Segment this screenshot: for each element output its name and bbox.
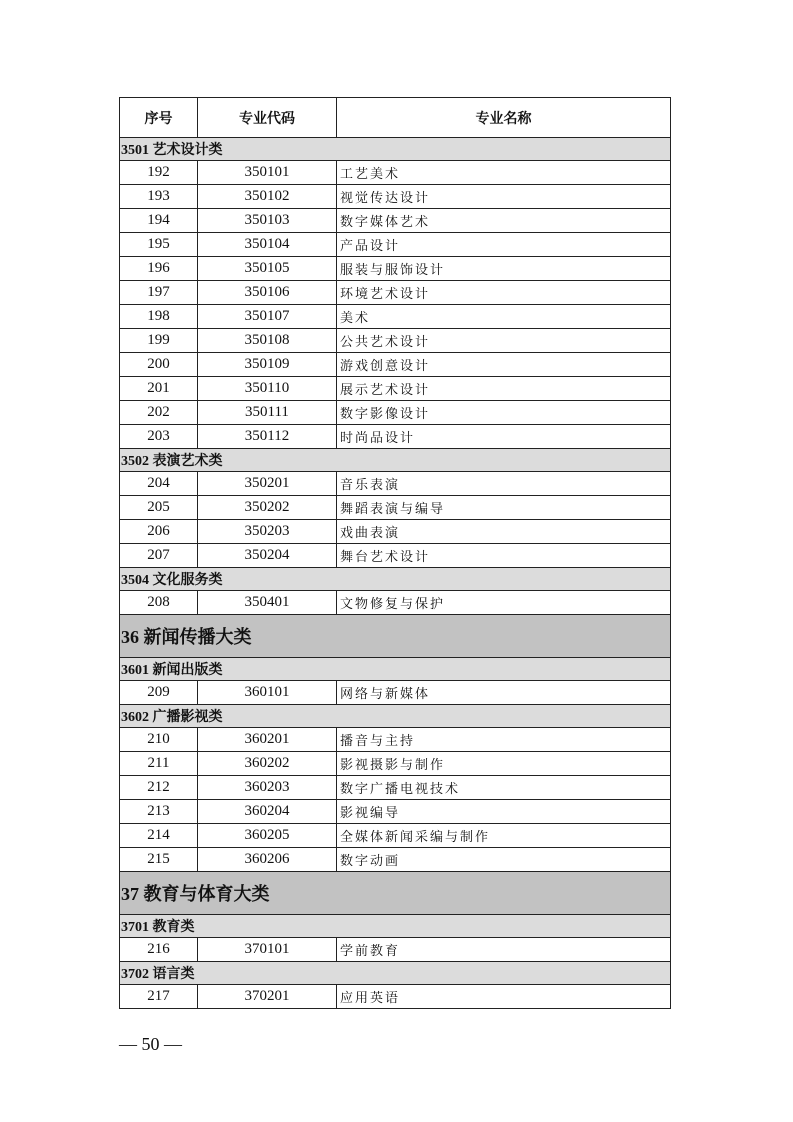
row-number: 196 (120, 257, 198, 281)
table-row (120, 281, 671, 305)
category-label: 3502 表演艺术类 (120, 449, 671, 472)
table-row (120, 353, 671, 377)
major-name: 学前教育 (337, 938, 671, 962)
header-no: 序号 (120, 98, 198, 138)
table-row (120, 776, 671, 800)
major-name: 工艺美术 (337, 161, 671, 185)
page-number: — 50 — (119, 1034, 182, 1054)
table-row (120, 329, 671, 353)
table-row (120, 401, 671, 425)
subcategory-row (120, 449, 671, 472)
row-number: 203 (120, 425, 198, 449)
table-row (120, 728, 671, 752)
table-header (120, 98, 671, 138)
category-label: 3702 语言类 (120, 962, 671, 985)
major-name: 舞台艺术设计 (337, 544, 671, 568)
row-number: 207 (120, 544, 198, 568)
subcategory-row (120, 705, 671, 728)
major-category-row (120, 872, 671, 915)
major-name: 音乐表演 (337, 472, 671, 496)
major-code: 350111 (198, 401, 337, 425)
row-number: 216 (120, 938, 198, 962)
subcategory-row (120, 962, 671, 985)
row-number: 195 (120, 233, 198, 257)
table-row (120, 824, 671, 848)
category-label: 36 新闻传播大类 (120, 615, 671, 658)
major-name: 产品设计 (337, 233, 671, 257)
category-label: 3602 广播影视类 (120, 705, 671, 728)
row-number: 192 (120, 161, 198, 185)
row-number: 200 (120, 353, 198, 377)
major-name: 全媒体新闻采编与制作 (337, 824, 671, 848)
major-code: 350102 (198, 185, 337, 209)
row-number: 214 (120, 824, 198, 848)
row-number: 217 (120, 985, 198, 1009)
row-number: 206 (120, 520, 198, 544)
subcategory-row (120, 915, 671, 938)
row-number: 208 (120, 591, 198, 615)
category-label: 3504 文化服务类 (120, 568, 671, 591)
category-label: 3701 教育类 (120, 915, 671, 938)
table-row (120, 800, 671, 824)
major-name: 公共艺术设计 (337, 329, 671, 353)
major-code: 360201 (198, 728, 337, 752)
table-row (120, 985, 671, 1009)
major-code: 360202 (198, 752, 337, 776)
major-name: 游戏创意设计 (337, 353, 671, 377)
row-number: 199 (120, 329, 198, 353)
major-code: 350103 (198, 209, 337, 233)
major-code: 350201 (198, 472, 337, 496)
table-row (120, 472, 671, 496)
subcategory-row (120, 568, 671, 591)
major-name: 数字影像设计 (337, 401, 671, 425)
major-category-row (120, 615, 671, 658)
category-label: 37 教育与体育大类 (120, 872, 671, 915)
major-code: 350104 (198, 233, 337, 257)
major-name: 环境艺术设计 (337, 281, 671, 305)
major-name: 播音与主持 (337, 728, 671, 752)
row-number: 210 (120, 728, 198, 752)
table-row (120, 161, 671, 185)
major-name: 应用英语 (337, 985, 671, 1009)
table-row (120, 425, 671, 449)
row-number: 205 (120, 496, 198, 520)
row-number: 194 (120, 209, 198, 233)
table-row (120, 257, 671, 281)
major-code: 350105 (198, 257, 337, 281)
major-name: 数字广播电视技术 (337, 776, 671, 800)
category-label: 3501 艺术设计类 (120, 138, 671, 161)
major-code: 360101 (198, 681, 337, 705)
table-row (120, 544, 671, 568)
row-number: 213 (120, 800, 198, 824)
major-name: 影视编导 (337, 800, 671, 824)
row-number: 212 (120, 776, 198, 800)
majors-table (119, 97, 671, 1009)
major-name: 网络与新媒体 (337, 681, 671, 705)
row-number: 204 (120, 472, 198, 496)
header-name: 专业名称 (337, 98, 671, 138)
major-name: 戏曲表演 (337, 520, 671, 544)
major-name: 数字动画 (337, 848, 671, 872)
major-code: 370201 (198, 985, 337, 1009)
major-code: 350106 (198, 281, 337, 305)
major-code: 350110 (198, 377, 337, 401)
major-code: 360206 (198, 848, 337, 872)
major-name: 美术 (337, 305, 671, 329)
major-code: 360204 (198, 800, 337, 824)
table-row (120, 752, 671, 776)
major-name: 数字媒体艺术 (337, 209, 671, 233)
table-row (120, 848, 671, 872)
subcategory-row (120, 138, 671, 161)
major-code: 350107 (198, 305, 337, 329)
major-code: 350109 (198, 353, 337, 377)
major-name: 服装与服饰设计 (337, 257, 671, 281)
row-number: 201 (120, 377, 198, 401)
table-row (120, 496, 671, 520)
table-row (120, 681, 671, 705)
table-row (120, 209, 671, 233)
major-code: 360205 (198, 824, 337, 848)
row-number: 198 (120, 305, 198, 329)
major-code: 350204 (198, 544, 337, 568)
category-label: 3601 新闻出版类 (120, 658, 671, 681)
row-number: 193 (120, 185, 198, 209)
table-row (120, 591, 671, 615)
row-number: 215 (120, 848, 198, 872)
table-row (120, 185, 671, 209)
header-code: 专业代码 (198, 98, 337, 138)
major-code: 350202 (198, 496, 337, 520)
major-code: 350101 (198, 161, 337, 185)
table-row (120, 233, 671, 257)
table-row (120, 305, 671, 329)
subcategory-row (120, 658, 671, 681)
major-code: 350112 (198, 425, 337, 449)
major-code: 350108 (198, 329, 337, 353)
major-name: 影视摄影与制作 (337, 752, 671, 776)
row-number: 202 (120, 401, 198, 425)
major-code: 370101 (198, 938, 337, 962)
major-name: 舞蹈表演与编导 (337, 496, 671, 520)
row-number: 209 (120, 681, 198, 705)
major-name: 文物修复与保护 (337, 591, 671, 615)
major-code: 350401 (198, 591, 337, 615)
major-name: 展示艺术设计 (337, 377, 671, 401)
row-number: 211 (120, 752, 198, 776)
major-code: 350203 (198, 520, 337, 544)
major-name: 时尚品设计 (337, 425, 671, 449)
table-row (120, 938, 671, 962)
row-number: 197 (120, 281, 198, 305)
major-code: 360203 (198, 776, 337, 800)
table-row (120, 520, 671, 544)
major-name: 视觉传达设计 (337, 185, 671, 209)
table-row (120, 377, 671, 401)
